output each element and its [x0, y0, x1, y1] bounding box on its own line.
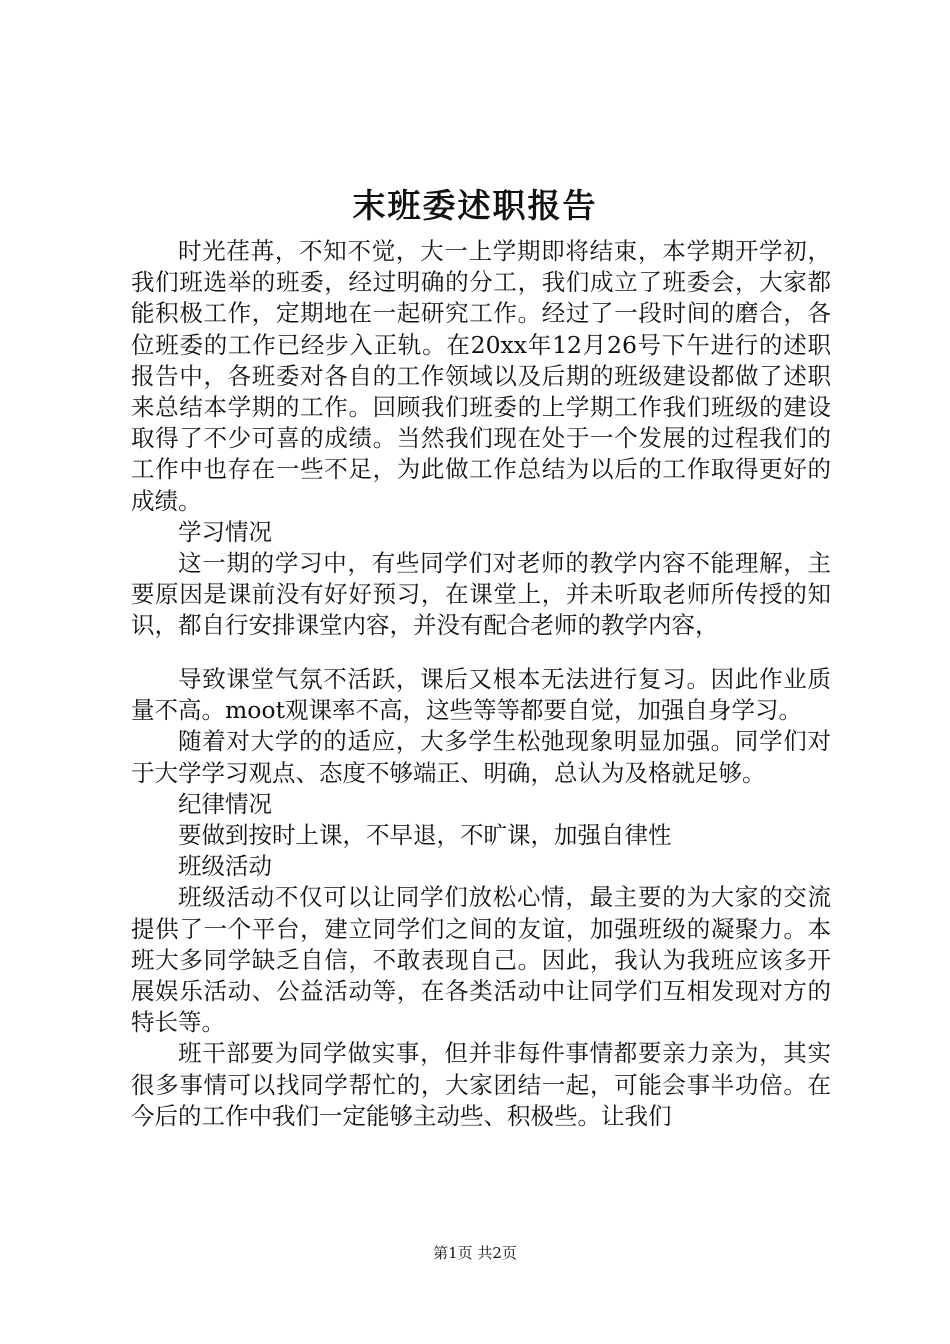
- paragraph-cadres: 班干部要为同学做实事，但并非每件事情都要亲力亲为，其实很多事情可以找同学帮忙的，大家团结一起，可能会事半功倍。在今后的工作中我们一定能够主动些、积极些。让我们: [131, 1039, 831, 1130]
- paragraph-intro: 时光荏苒，不知不觉，大一上学期即将结束，本学期开学初，我们班选举的班委，经过明确的分工，我们成立了班委会，大家都能积极工作，定期地在一起研究工作。经过了一段时间的磨合，各位班委的工作已经步入正轨。在20xx年12月26号下午进行的述职报告中，各班委对各自的工作领域以及后期的班级建设都做了述职来总结本学期的工作。回顾我们班委的上学期工作我们班级的建设取得了不少可喜的成绩。当然我们现在处于一个发展的过程我们的工作中也存在一些不足，为此做工作总结为以后的工作取得更好的成绩。: [131, 237, 831, 515]
- section-heading-discipline: 纪律情况: [178, 789, 272, 818]
- section-heading-study: 学习情况: [178, 517, 272, 546]
- body-block-1: [131, 236, 831, 642]
- document-title: 末班委述职报告: [352, 186, 598, 225]
- paragraph-study-continued: 导致课堂气氛不活跃，课后又根本无法进行复习。因此作业质量不高。moot观课率不高，这些等等都要自觉，加强自身学习。: [131, 665, 831, 725]
- body-block-2: [131, 664, 831, 1132]
- page-number: 第1页: [433, 1244, 473, 1262]
- paragraph-activities: 班级活动不仅可以让同学们放松心情，最主要的为大家的交流提供了一个平台，建立同学们之间的友谊，加强班级的凝聚力。本班大多同学缺乏自信，不敢表现自己。因此，我认为我班应该多开展娱乐活动、公益活动等，在各类活动中让同学们互相发现对方的特长等。: [131, 883, 831, 1037]
- page-total: 共2页: [477, 1244, 517, 1262]
- page-footer: [0, 1242, 950, 1264]
- paragraph-discipline: 要做到按时上课，不早退，不旷课，加强自律性: [178, 821, 672, 850]
- paragraph-study: 这一期的学习中，有些同学们对老师的教学内容不能理解，主要原因是课前没有好好预习，在课堂上，并未听取老师所传授的知识，都自行安排课堂内容，并没有配合老师的教学内容，: [131, 549, 831, 640]
- paragraph-adaptation: 随着对大学的的适应，大多学生松弛现象明显加强。同学们对于大学学习观点、态度不够端正、明确，总认为及格就足够。: [131, 727, 831, 787]
- section-heading-activities: 班级活动: [178, 852, 272, 881]
